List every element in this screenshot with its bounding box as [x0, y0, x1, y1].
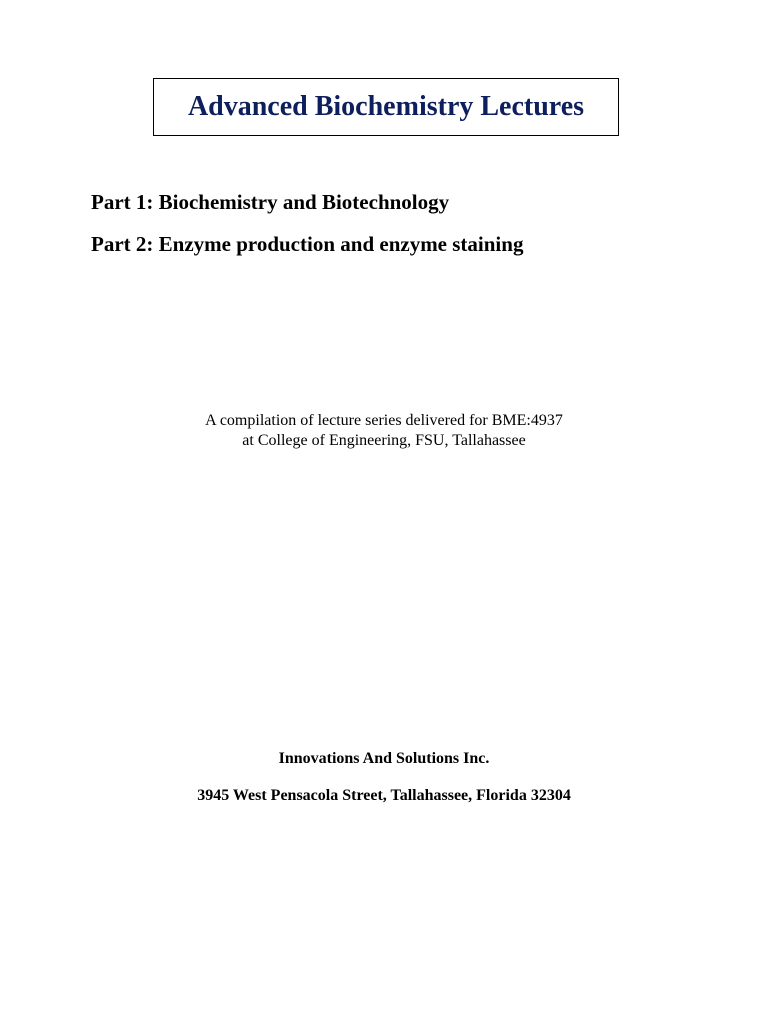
title-box — [153, 78, 619, 136]
part-2-heading: Part 2: Enzyme production and enzyme staining — [91, 232, 524, 256]
part-1-heading: Part 1: Biochemistry and Biotechnology — [91, 190, 450, 214]
publisher-name: Innovations And Solutions Inc. — [278, 750, 490, 767]
publisher-address: 3945 West Pensacola Street, Tallahassee, Florida 32304 — [197, 787, 571, 804]
compilation-line-2: at College of Engineering, FSU, Tallahassee — [242, 432, 526, 449]
document-title: Advanced Biochemistry Lectures — [187, 91, 585, 122]
compilation-note — [0, 411, 768, 451]
compilation-line-1: A compilation of lecture series delivered for BME:4937 — [205, 412, 563, 429]
